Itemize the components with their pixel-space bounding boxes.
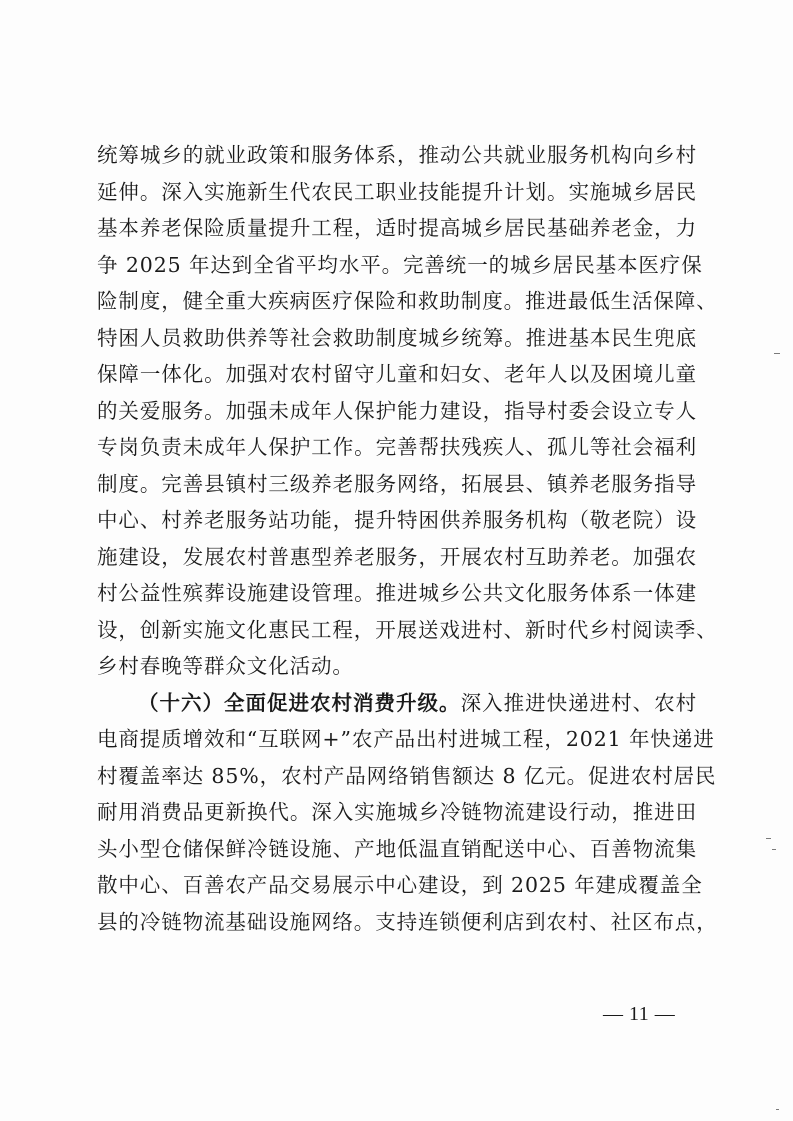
paragraph-line: 制度。完善县镇村三级养老服务网络，拓展县、镇养老服务指导 xyxy=(97,471,697,496)
paragraph-line: 专岗负责未成年人保护工作。完善帮扶残疾人、孤儿等社会福利 xyxy=(97,435,697,459)
body-text xyxy=(97,137,718,940)
paragraph-line: 的关爱服务。加强未成年人保护能力建设，指导村委会设立专人 xyxy=(97,398,697,423)
paragraph-line: 延伸。深入实施新生代农民工职业技能提升计划。实施城乡居民 xyxy=(97,179,697,204)
scan-mark xyxy=(774,353,780,354)
section-16-first-line xyxy=(97,685,697,722)
page-number: — 11 — xyxy=(603,1003,676,1025)
scan-mark xyxy=(766,838,771,839)
paragraph-line: 县的冷链物流基础设施网络。支持连锁便利店到农村、社区布点， xyxy=(97,909,718,934)
paragraph-line: 基本养老保险质量提升工程，适时提高城乡居民基础养老金，力 xyxy=(97,216,697,240)
paragraph-line: 散中心、百善农产品交易展示中心建设，到 2025 年建成覆盖全 xyxy=(97,873,703,897)
scan-mark xyxy=(772,849,776,850)
paragraph-line: 争 2025 年达到全省平均水平。完善统一的城乡居民基本医疗保 xyxy=(97,252,703,277)
paragraph-line: 保障一体化。加强对农村留守儿童和妇女、老年人以及困境儿童 xyxy=(97,362,697,386)
paragraph-line: 特困人员救助供养等社会救助制度城乡统筹。推进基本民生兜底 xyxy=(97,325,697,350)
paragraph-line: 统筹城乡的就业政策和服务体系，推动公共就业服务机构向乡村 xyxy=(97,143,697,167)
paragraph-line: 村公益性殡葬设施建设管理。推进城乡公共文化服务体系一体建 xyxy=(97,581,697,605)
section-heading: （十六）全面促进农村消费升级。 xyxy=(138,690,461,715)
scan-mark xyxy=(776,1109,779,1110)
paragraph-line: 险制度，健全重大疾病医疗保险和救助制度。推进最低生活保障、 xyxy=(97,289,718,313)
paragraph-line: 中心、村养老服务站功能，提升特困供养服务机构（敬老院）设 xyxy=(97,508,697,532)
paragraph-line: 电商提质增效和“互联网+”农产品出村进城工程，2021 年快递进 xyxy=(97,727,715,751)
paragraph-line: 头小型仓储保鲜冷链设施、产地低温直销配送中心、百善物流集 xyxy=(97,836,697,861)
paragraph-line: 乡村春晚等群众文化活动。 xyxy=(97,654,354,678)
paragraph-line: 耐用消费品更新换代。深入实施城乡冷链物流建设行动，推进田 xyxy=(97,800,697,824)
paragraph-line: 设，创新实施文化惠民工程，开展送戏进村、新时代乡村阅读季、 xyxy=(97,617,718,642)
section-text: 深入推进快递进村、农村 xyxy=(460,690,697,715)
paragraph-line: 施建设，发展农村普惠型养老服务，开展农村互助养老。加强农 xyxy=(97,544,697,569)
paragraph-line: 村覆盖率达 85%，农村产品网络销售额达 8 亿元。促进农村居民 xyxy=(97,763,717,788)
